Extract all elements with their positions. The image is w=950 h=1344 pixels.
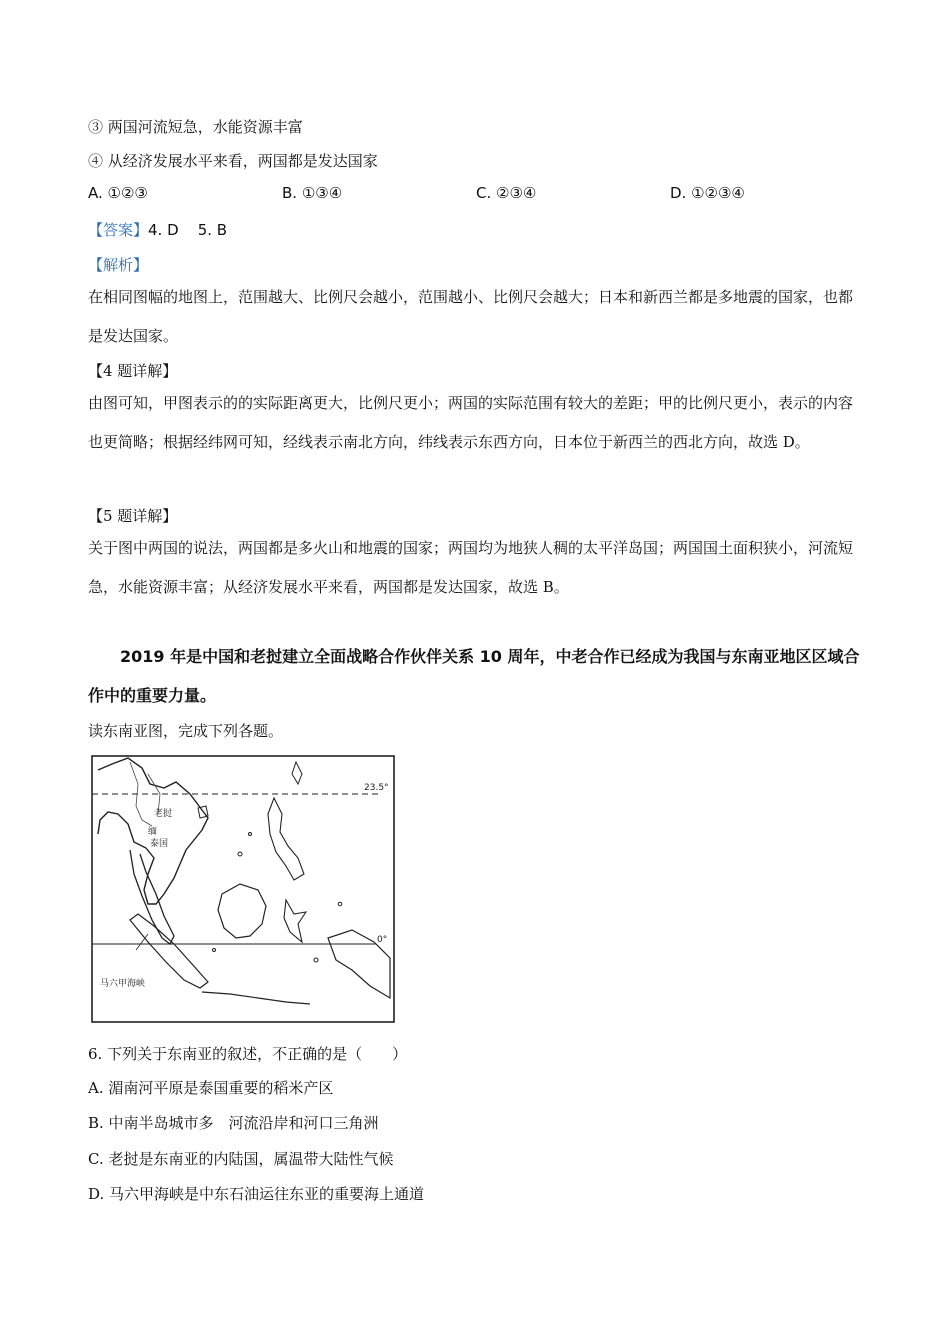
detail5-title: 【5 题详解】	[88, 507, 178, 525]
q6-option-c: C. 老挝是东南亚的内陆国，属温带大陆性气候	[88, 1150, 394, 1168]
answer-line	[88, 219, 227, 240]
label-myanmar: 缅	[148, 827, 158, 837]
analysis-tag: 【解析】	[88, 256, 149, 274]
q5-option-d: D. ①②③④	[670, 184, 745, 202]
label-thailand: 泰国	[150, 839, 169, 849]
q6-option-a: A. 湄南河平原是泰国重要的稻米产区	[88, 1079, 334, 1097]
statement-4: ④ 从经济发展水平来看，两国都是发达国家	[88, 152, 378, 170]
q5-option-c: C. ②③④	[476, 184, 537, 202]
southeast-asia-map	[90, 754, 396, 1024]
detail4-title: 【4 题详解】	[88, 362, 178, 380]
intro-paragraph: 2019 年是中国和老挝建立全面战略合作伙伴关系 10 周年，中老合作已经成为我国与东南亚地区区域合作中的重要力量。	[88, 647, 860, 705]
tropic-label: 23.5°	[364, 783, 389, 793]
statement-3: ③ 两国河流短急，水能资源丰富	[88, 118, 303, 136]
detail5-text: 关于图中两国的说法，两国都是多火山和地震的国家；两国均为地狭人稠的太平洋岛国；两国国土面积狭小，河流短急，水能资源丰富；从经济发展水平来看，两国都是发达国家，故选 B。	[88, 539, 854, 596]
answer-text: 4. D 5. B	[148, 221, 228, 239]
label-laos: 老挝	[154, 809, 173, 819]
q5-option-b: B. ①③④	[282, 184, 343, 202]
q6-option-d: D. 马六甲海峡是中东石油运往东亚的重要海上通道	[88, 1185, 425, 1203]
analysis-text: 在相同图幅的地图上，范围越大、比例尺会越小，范围越小、比例尺会越大；日本和新西兰都是多地震的国家，也都是发达国家。	[88, 288, 854, 345]
q6-option-b: B. 中南半岛城市多 河流沿岸和河口三角洲	[88, 1114, 379, 1132]
q5-option-a: A. ①②③	[88, 184, 148, 202]
answer-tag: 【答案】	[88, 221, 149, 239]
label-malacca: 马六甲海峡	[100, 979, 146, 989]
instruction: 读东南亚图，完成下列各题。	[88, 722, 284, 740]
equator-label: 0°	[377, 935, 388, 945]
detail4-text: 由图可知，甲图表示的的实际距离更大，比例尺更小；两国的实际范围有较大的差距；甲的比例尺更小，表示的内容也更简略；根据经纬网可知，经线表示南北方向，纬线表示东西方向，日本位于新西兰的西北方向，故选 D。	[88, 394, 854, 451]
q6-stem: 6. 下列关于东南亚的叙述，不正确的是（ ）	[88, 1045, 408, 1063]
